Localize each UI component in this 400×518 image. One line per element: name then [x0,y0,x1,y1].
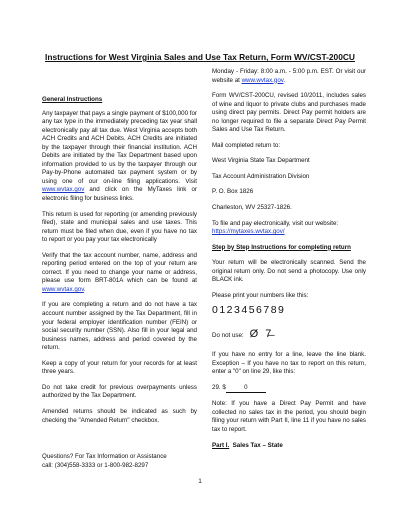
do-not-use-row: Do not use: Ø 7̶ [212,327,274,340]
do-not-use-glyphs: Ø 7̶ [249,327,274,340]
part-one-heading: Part I. Sales Tax – State [212,442,283,450]
mail-address-line: P. O. Box 1826 [212,188,254,196]
page-number: 1 [198,478,202,485]
right-column [212,68,366,451]
form-revision-paragraph: Form WV/CST-200CU, revised 10/2011, includes sales of wine and liquor to private clubs and purchases made using direct pay permits. Direct Pay permit holders are no longer required to file a separate Direct Pay Permit Sales and Use Tax Return. [212,92,366,134]
efile-paragraph: To file and pay electronically, visit our website: https://mytaxes.wvtax.gov/ [212,219,339,236]
scan-paragraph: Your return will be electronically scanned. Send the original return only. Do not send a photocopy. Use only BLACK ink. [212,259,366,284]
mail-address-line: Tax Account Administration Division [212,172,310,180]
line-29-value: 0 [226,384,266,394]
no-entry-paragraph: If you have no entry for a line, leave the line blank. Exception – If you have no tax to report on this return, enter a "0" on line 29, like this: [212,351,366,376]
mail-address-line: Charleston, WV 25327-1826. [212,204,292,212]
mail-address-line: West Virginia State Tax Department [212,157,310,165]
electronic-payment-paragraph: Any taxpayer that pays a single payment of $100,000 for any tax type in the immediately preceding tax year shall electronically pay all tax due. West Virginia accepts both ACH Credits and ACH Debits. ACH Credits are initiated by the taxpayer through their financial institution. ACH Debits are initiated by the Tax Department based upon information provided to us by the taxpayer through our Pay-by-Phone automated tax payment system or by using one of our on-line filing applications. Visit www.wvtax.gov and click on the MyTaxes link or electronic filing for business links. [42,109,197,203]
page-title: Instructions for West Virginia Sales and Use Tax Return, Form WV/CST-200CU [45,52,355,62]
wvtax-link[interactable]: www.wvtax.gov [241,76,284,84]
wvtax-link[interactable]: www.wvtax.gov [42,285,84,293]
no-account-number-paragraph: If you are completing a return and do not have a tax account number assigned by the Tax Department, fill in your federal employer identification number (FEIN) or social security number (SSN). Also fill in your legal and business names, address and period covered by the return. [42,301,197,352]
verify-account-paragraph: Verify that the tax account number, name, address and reporting period entered on the top of your return are correct. If you need to change your name or address, please use form BRT-801A which can be found at www.wvtax.gov. [42,251,197,293]
return-usage-paragraph: This return is used for reporting (or amending previously filed), state and municipal sales and use taxes. This return must be filed when due, even if you have no tax to report or you pay your tax electronically [42,210,197,244]
step-by-step-heading: Step by Step Instructions for completing return [212,243,351,251]
left-column [42,68,197,470]
line-29-example: 29. $ 0 [212,384,366,394]
amended-return-paragraph: Amended returns should be indicated as such by checking the "Amended Return" checkbox. [42,407,197,424]
sample-digits: 0123456789 [212,304,286,317]
overpayment-paragraph: Do not take credit for previous overpayments unless authorized by the Tax Department. [42,383,197,400]
mytaxes-link[interactable]: https://mytaxes.wvtax.gov/ [212,228,285,236]
office-hours-paragraph: Monday - Friday: 8:00 a.m. - 5:00 p.m. EST. Or visit our website at www.wvtax.gov. [212,68,366,84]
mail-intro: Mail completed return to: [212,141,281,149]
wvtax-link[interactable]: www.wvtax.gov [42,186,85,194]
questions-contact: Questions? For Tax Information or Assistance call: (304)558-3333 or 1-800-982-8297 [42,453,167,469]
keep-copy-paragraph: Keep a copy of your return for your records for at least three years. [42,359,197,376]
general-instructions-heading: General Instructions [42,96,103,103]
note-paragraph: Note: If you have a Direct Pay Permit and have collected no sales tax in the period, you should begin filing your return with Part II, line 11 if you have no sales tax to report. [212,400,366,433]
print-intro: Please print your numbers like this: [212,291,309,299]
